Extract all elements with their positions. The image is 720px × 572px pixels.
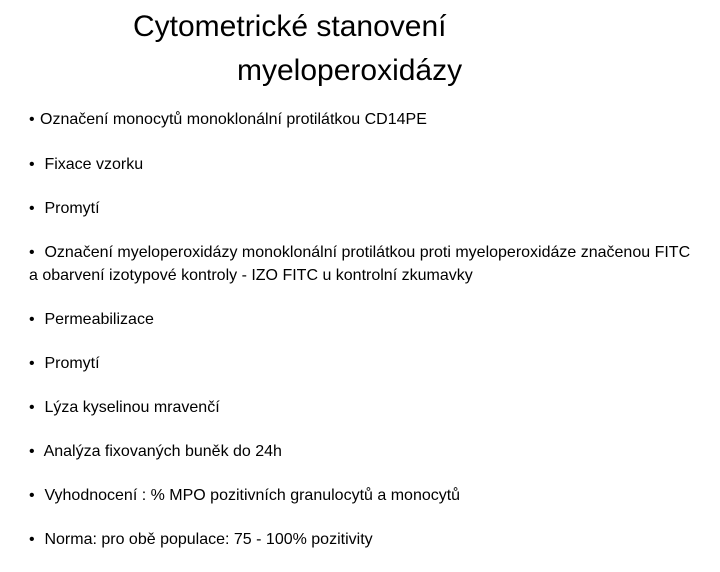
list-item-text: Fixace vzorku (44, 156, 144, 173)
list-item-text: Označení monocytů monoklonální protilátkou CD14PE (40, 111, 427, 128)
list-item-text: Promytí (44, 355, 100, 372)
bullet-icon: • (29, 487, 35, 504)
list-item (29, 396, 699, 419)
title-line-2: myeloperoxidázy (237, 54, 463, 87)
list-item-text: Analýza fixovaných buněk do 24h (43, 443, 282, 460)
list-item (29, 197, 699, 220)
bullet-icon: • (29, 111, 35, 128)
list-item-text: Permeabilizace (44, 311, 154, 328)
list-item (29, 108, 699, 131)
bullet-icon: • (29, 531, 35, 548)
list-item-text: Označení myeloperoxidázy monoklonální protilátkou proti myeloperoxidáze značenou FITC a obarvení izotypové kontroly - IZO FITC u kontrolní zkumavky (29, 244, 691, 284)
bullet-icon: • (29, 156, 35, 173)
bullet-icon: • (29, 443, 35, 460)
list-item-text: Norma: pro obě populace: 75 - 100% pozitivity (44, 531, 373, 548)
title-line-1: Cytometrické stanovení (133, 10, 447, 43)
list-item (29, 484, 699, 507)
list-item (29, 352, 699, 375)
list-item (29, 440, 699, 463)
list-item-text: Vyhodnocení : % MPO pozitivních granulocytů a monocytů (44, 487, 461, 504)
list-item (29, 308, 699, 331)
bullet-icon: • (29, 355, 35, 372)
list-item-text: Promytí (44, 200, 100, 217)
bullet-icon: • (29, 244, 35, 261)
list-item (29, 241, 699, 287)
bullet-icon: • (29, 311, 35, 328)
bullet-icon: • (29, 399, 35, 416)
list-item-text: Lýza kyselinou mravenčí (44, 399, 220, 416)
bullet-list (29, 108, 699, 572)
list-item (29, 153, 699, 176)
bullet-icon: • (29, 200, 35, 217)
